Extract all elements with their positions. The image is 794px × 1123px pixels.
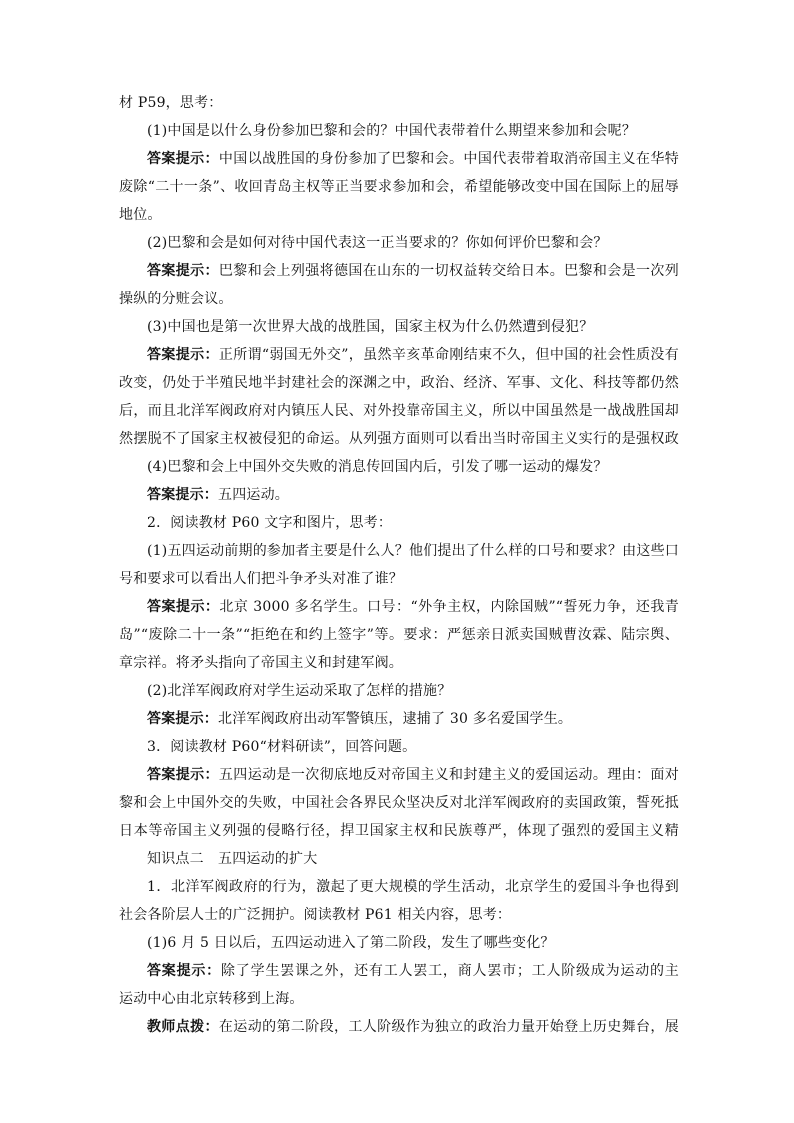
- text-line: [119, 1013, 679, 1041]
- line-text: (4)巴黎和会上中国外交失败的消息传回国内后，引发了哪一运动的爆发？: [147, 459, 608, 475]
- text-line: [119, 621, 679, 649]
- line-text: 除了学生罢课之外，还有工人罢工，商人罢市；工人阶级成为运动的主: [220, 963, 679, 979]
- text-line: [119, 901, 679, 929]
- line-text: 运动中心由北京转移到上海。: [119, 991, 304, 1007]
- text-line: [119, 145, 679, 173]
- text-line: [119, 341, 679, 369]
- line-text: (2)北洋军阀政府对学生运动采取了怎样的措施？: [147, 683, 452, 699]
- text-line: [119, 761, 679, 789]
- text-line: [119, 845, 679, 873]
- line-text: 日本等帝国主义列强的侵略行径，捍卫国家主权和民族尊严，体现了强烈的爱国主义精: [119, 823, 679, 839]
- line-text: (1)中国是以什么身份参加巴黎和会的？中国代表带着什么期望来参加和会呢？: [147, 123, 637, 139]
- answer-label: 教师点拨：: [147, 1019, 219, 1035]
- line-text: 五四运动。: [218, 487, 289, 503]
- text-line: [119, 229, 679, 257]
- line-text: 1．北洋军阀政府的行为，激起了更大规模的学生活动，北京学生的爱国斗争也得到: [147, 879, 679, 895]
- text-line: [119, 593, 679, 621]
- text-line: [119, 369, 679, 397]
- line-text: 巴黎和会上列强将德国在山东的一切权益转交给日本。巴黎和会是一次列: [218, 263, 679, 279]
- text-line: [119, 537, 679, 565]
- line-text: 北京 3000 多名学生。口号：“外争主权，内除国贼”“誓死力争，还我青: [219, 599, 679, 615]
- answer-label: 答案提示：: [147, 487, 218, 503]
- answer-label: 答案提示：: [147, 599, 220, 615]
- line-text: 章宗祥。将矛头指向了帝国主义和封建军阀。: [119, 655, 403, 671]
- line-text: 操纵的分赃会议。: [119, 291, 233, 307]
- text-line: [119, 677, 679, 705]
- text-line: [119, 789, 679, 817]
- answer-label: 答案提示：: [147, 767, 219, 783]
- line-text: 岛”“废除二十一条”“拒绝在和约上签字”等。要求：严惩亲日派卖国贼曹汝霖、陆宗舆、: [119, 627, 679, 643]
- text-line: [119, 929, 679, 957]
- text-line: [119, 873, 679, 901]
- line-text: 3．阅读教材 P60“材料研读”，回答问题。: [147, 739, 417, 755]
- line-text: (2)巴黎和会是如何对待中国代表这一正当要求的？你如何评价巴黎和会？: [147, 235, 608, 251]
- text-line: [119, 425, 679, 453]
- text-line: [119, 201, 679, 229]
- answer-label: 答案提示：: [147, 347, 219, 363]
- line-text: 知识点二 五四运动的扩大: [147, 851, 318, 867]
- text-line: [119, 313, 679, 341]
- text-line: [119, 733, 679, 761]
- line-text: 黎和会上中国外交的失败，中国社会各界民众坚决反对北洋军阀政府的卖国政策，誓死抵: [119, 795, 679, 811]
- text-line: [119, 117, 679, 145]
- text-line: [119, 817, 679, 845]
- line-text: 正所谓“弱国无外交”，虽然辛亥革命刚结束不久，但中国的社会性质没有: [218, 347, 679, 363]
- line-text: 五四运动是一次彻底地反对帝国主义和封建主义的爱国运动。理由：面对: [218, 767, 679, 783]
- line-text: (1)五四运动前期的参加者主要是什么人？他们提出了什么样的口号和要求？由这些口: [147, 543, 679, 559]
- text-line: [119, 173, 679, 201]
- line-text: 号和要求可以看出人们把斗争矛头对准了谁？: [119, 571, 403, 587]
- answer-label: 答案提示：: [147, 963, 221, 979]
- text-line: [119, 705, 679, 733]
- text-line: [119, 481, 679, 509]
- line-text: 北洋军阀政府出动军警镇压，逮捕了 30 多名爱国学生。: [218, 711, 573, 727]
- answer-label: 答案提示：: [147, 711, 218, 727]
- line-text: 废除“二十一条”、收回青岛主权等正当要求参加和会，希望能够改变中国在国际上的屈辱: [119, 179, 679, 195]
- text-line: [119, 957, 679, 985]
- text-line: [119, 649, 679, 677]
- line-text: 材 P59，思考：: [119, 95, 223, 111]
- text-line: [119, 985, 679, 1013]
- line-text: (1)6 月 5 日以后，五四运动进入了第二阶段，发生了哪些变化？: [147, 935, 555, 951]
- text-line: [119, 89, 679, 117]
- answer-label: 答案提示：: [147, 151, 219, 167]
- line-text: 2．阅读教材 P60 文字和图片，思考：: [147, 515, 393, 531]
- text-line: [119, 509, 679, 537]
- line-text: 地位。: [119, 207, 162, 223]
- text-line: [119, 565, 679, 593]
- text-line: [119, 257, 679, 285]
- line-text: 在运动的第二阶段，工人阶级作为独立的政治力量开始登上历史舞台，展: [218, 1019, 679, 1035]
- answer-label: 答案提示：: [147, 263, 219, 279]
- line-text: 中国以战胜国的身份参加了巴黎和会。中国代表带着取消帝国主义在华特: [218, 151, 679, 167]
- line-text: 后，而且北洋军阀政府对内镇压人民、对外投靠帝国主义，所以中国虽然是一战战胜国却: [119, 403, 679, 419]
- text-line: [119, 397, 679, 425]
- line-text: 然摆脱不了国家主权被侵犯的命运。从列强方面则可以看出当时帝国主义实行的是强权政: [119, 431, 679, 447]
- line-text: 社会各阶层人士的广泛拥护。阅读教材 P61 相关内容，思考：: [119, 907, 512, 923]
- line-text: (3)中国也是第一次世界大战的战胜国，国家主权为什么仍然遭到侵犯？: [147, 319, 594, 335]
- document-page: [119, 89, 679, 1041]
- line-text: 改变，仍处于半殖民地半封建社会的深渊之中，政治、经济、军事、文化、科技等都仍然: [119, 375, 679, 391]
- text-line: [119, 285, 679, 313]
- text-line: [119, 453, 679, 481]
